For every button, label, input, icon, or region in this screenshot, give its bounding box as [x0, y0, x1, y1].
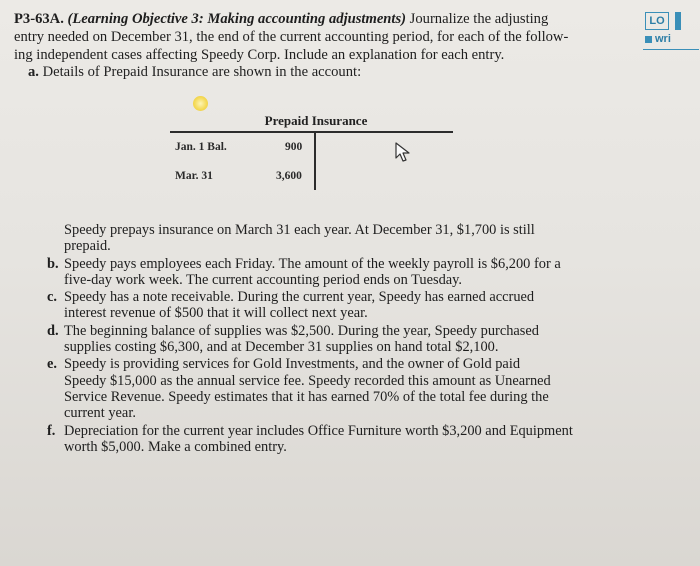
item-f-line-1: Depreciation for the current year includes Office Furniture worth $3,200 and Equipment — [64, 422, 573, 439]
problem-heading — [14, 10, 614, 64]
t-entry-label-2: Mar. 31 — [175, 170, 213, 182]
item-b-letter: b. — [47, 255, 59, 272]
item-e — [47, 356, 624, 422]
wri-text: wri — [655, 33, 671, 45]
item-a-line-2: prepaid. — [64, 238, 111, 255]
item-e-letter: e. — [47, 356, 57, 373]
t-entry-value-2: 3,600 — [276, 170, 302, 182]
learning-objective: (Learning Objective 3: Making accounting adjustments) — [67, 11, 407, 27]
item-a-line-1: Speedy prepays insurance on March 31 each year. At December 31, $1,700 is still — [64, 222, 535, 238]
highlight-dot-icon — [193, 96, 208, 111]
item-e-line-2: Speedy $15,000 as the annual service fee. Speedy recorded this amount as Unearned — [64, 372, 551, 389]
problem-items — [47, 222, 624, 456]
writing-label — [645, 33, 671, 45]
mouse-cursor-icon — [393, 141, 413, 163]
t-account-horizontal-line — [170, 131, 453, 133]
item-d-letter: d. — [47, 322, 59, 339]
square-icon — [645, 36, 652, 43]
item-f-letter: f. — [47, 422, 56, 439]
intro-line-1: Journalize the adjusting — [409, 11, 549, 27]
item-e-line-1: Speedy is providing services for Gold Investments, and the owner of Gold paid — [64, 356, 521, 373]
item-b — [47, 255, 624, 289]
item-c — [47, 289, 624, 322]
item-a-letter: a. — [28, 64, 39, 80]
t-account-title: Prepaid Insurance — [264, 113, 368, 128]
problem-number: P3-63A. — [14, 11, 64, 27]
item-d — [47, 322, 624, 356]
t-entry-value-1: 900 — [285, 141, 303, 153]
intro-line-2: entry needed on December 31, the end of the current accounting period, for each of the follow- — [14, 29, 569, 45]
badge-bar-icon — [675, 12, 681, 30]
badge-divider — [643, 49, 699, 50]
item-d-line-1: The beginning balance of supplies was $2,500. During the year, Speedy purchased — [64, 322, 539, 339]
lo-label: LO — [645, 12, 669, 30]
item-a-text: Details of Prepaid Insurance are shown in the account: — [42, 64, 362, 80]
item-c-line-1: Speedy has a note receivable. During the current year, Speedy has earned accrued — [64, 289, 535, 306]
item-f — [47, 422, 624, 456]
item-b-line-2: five-day work week. The current accounting period ends on Tuesday. — [64, 271, 463, 288]
item-c-letter: c. — [47, 289, 57, 306]
item-a-continued — [64, 222, 624, 255]
item-e-line-4: current year. — [64, 405, 136, 422]
item-d-line-2: supplies costing $6,300, and at December 31 supplies on hand total $2,100. — [64, 339, 499, 356]
intro-line-3: ing independent cases affecting Speedy Corp. Include an explanation for each entry. — [14, 47, 505, 63]
learning-objective-badge — [645, 12, 699, 50]
item-c-line-2: interest revenue of $500 that it will collect next year. — [64, 305, 368, 322]
item-e-line-3: Service Revenue. Speedy estimates that it has earned 70% of the total fee during the — [64, 388, 549, 405]
item-b-line-1: Speedy pays employees each Friday. The amount of the weekly payroll is $6,200 for a — [64, 255, 561, 272]
t-account-vertical-line — [314, 133, 316, 190]
t-entry-label-1: Jan. 1 Bal. — [175, 141, 227, 153]
item-f-line-2: worth $5,000. Make a combined entry. — [64, 438, 287, 455]
item-a — [28, 63, 588, 81]
